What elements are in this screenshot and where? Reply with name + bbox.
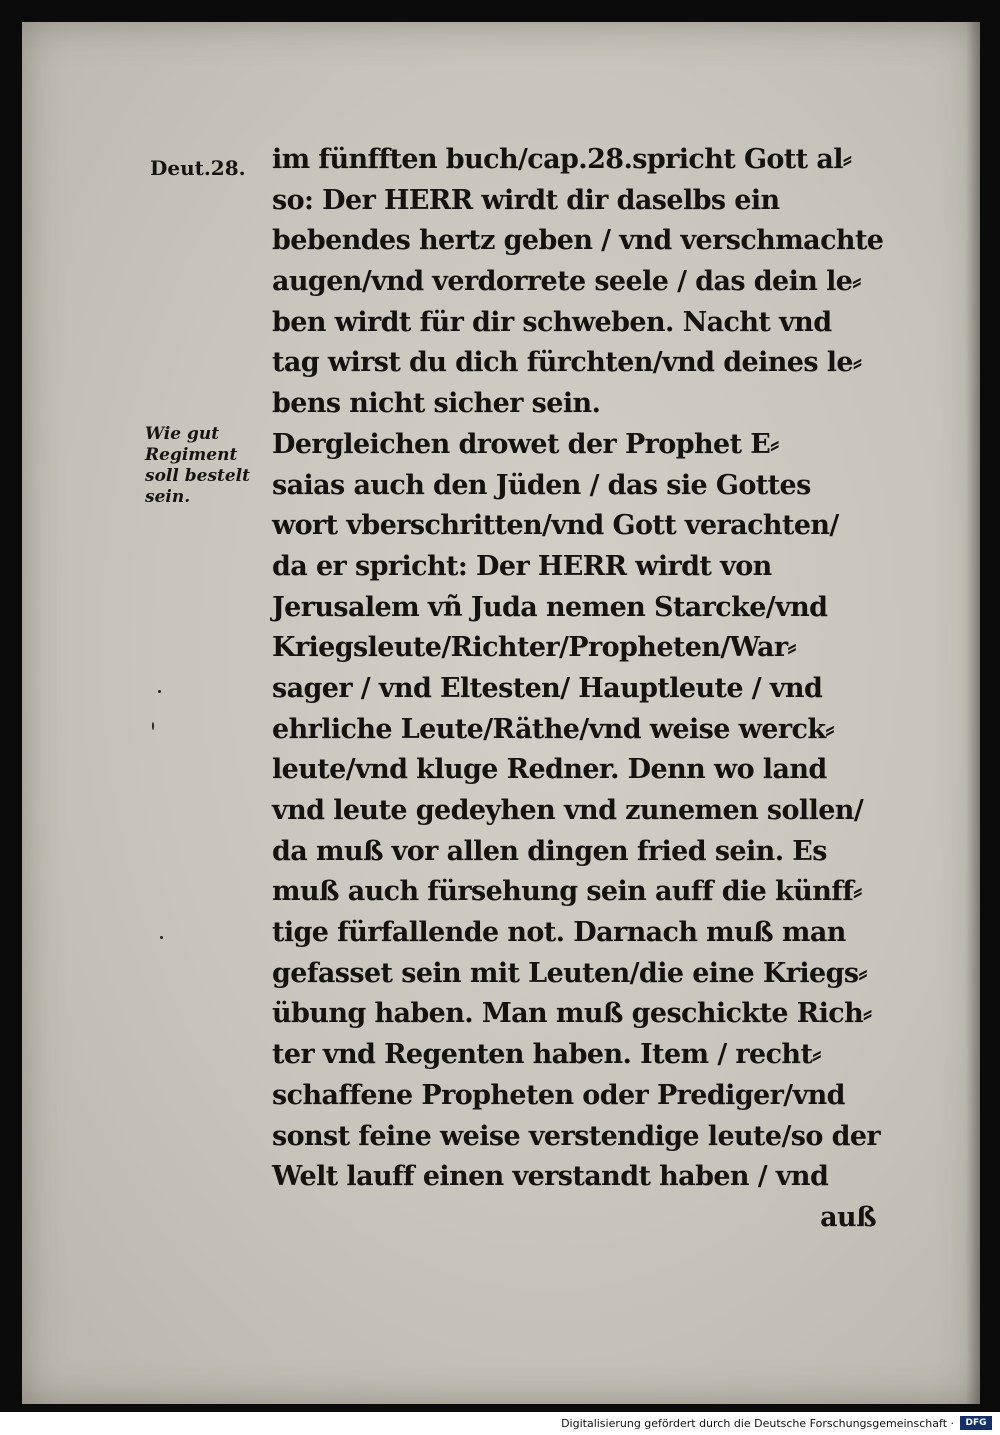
text-line: leute/vnd kluge Redner. Denn wo land — [272, 754, 827, 786]
text-line: da er spricht: Der HERR wirdt von — [272, 550, 772, 582]
text-line: Kriegsleute/Richter/Propheten/War⸗ — [272, 632, 796, 664]
ink-speck — [160, 936, 163, 939]
text-line: vnd leute gedeyhen vnd zunemen sollen/ — [272, 795, 864, 826]
text-line: schaffene Propheten oder Prediger/vnd — [272, 1079, 845, 1111]
footer-bar — [0, 1412, 1000, 1435]
margin-note-regiment: Wie gut Regiment soll bestelt sein. — [145, 424, 250, 507]
text-line: ter vnd Regenten haben. Item / recht⸗ — [272, 1039, 821, 1071]
text-line: bebendes hertz geben / vnd verschmachte — [272, 225, 884, 257]
text-line: da muß vor allen dingen fried sein. Es — [272, 835, 827, 867]
text-line: übung haben. Man muß geschickte Rich⸗ — [272, 998, 872, 1030]
text-line: Welt lauff einen verstandt haben / vnd — [272, 1161, 829, 1193]
dfg-logo: DFG — [960, 1416, 992, 1430]
ink-speck — [152, 722, 154, 730]
text-line: tag wirst du dich fürchten/vnd deines le⸗ — [272, 347, 862, 379]
text-line: muß auch fürsehung sein auff die künff⸗ — [272, 876, 862, 908]
text-line: sonst feine weise verstendige leute/so der — [272, 1120, 881, 1152]
text-line: Dergleichen drowet der Prophet E⸗ — [272, 428, 779, 460]
text-line: saias auch den Jüden / das sie Gottes — [272, 469, 811, 501]
text-line: Jerusalem vñ Juda nemen Starcke/vnd — [272, 591, 828, 623]
text-line: augen/vnd verdorrete seele / das dein le⸗ — [272, 266, 861, 298]
page-edge-shadow — [966, 22, 980, 1404]
body-text — [272, 140, 888, 1239]
text-line: wort vberschritten/vnd Gott verachten/ — [272, 510, 839, 542]
text-line: ben wirdt für dir schweben. Nacht vnd — [272, 306, 832, 338]
text-line: im fünfften buch/cap.28.spricht Gott al⸗ — [272, 144, 852, 175]
text-line: tige fürfallende not. Darnach muß man — [272, 917, 846, 949]
ink-speck — [158, 690, 161, 693]
footer-credit: Digitalisierung gefördert durch die Deutsche Forschungsgemeinschaft · — [561, 1417, 954, 1430]
text-line: so: Der HERR wirdt dir daselbs ein — [272, 184, 780, 216]
text-line: sager / vnd Eltesten/ Hauptleute / vnd — [272, 672, 823, 704]
text-line: auß — [820, 1201, 876, 1233]
margin-note-deut: Deut.28. — [150, 156, 246, 180]
text-line: ehrliche Leute/Räthe/vnd weise werck⸗ — [272, 713, 834, 745]
text-line: bens nicht sicher sein. — [272, 388, 601, 420]
text-line: gefasset sein mit Leuten/die eine Kriegs⸗ — [272, 957, 867, 989]
